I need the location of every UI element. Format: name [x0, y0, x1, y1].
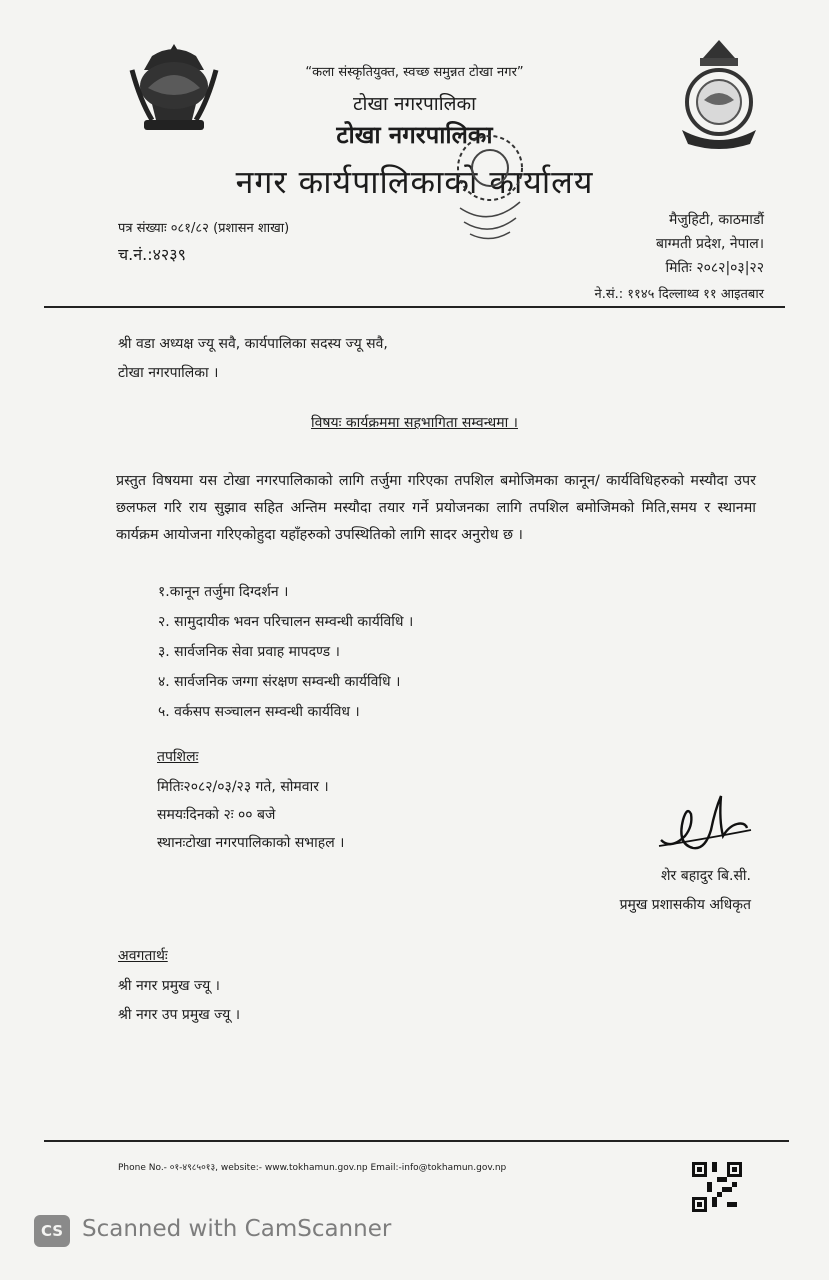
signer-block: [620, 862, 751, 920]
signer-name: शेर बहादुर बि.सी.: [661, 868, 751, 884]
agenda-list: [158, 577, 413, 727]
cc-recipient: श्री नगर उप प्रमुख ज्यू ।: [118, 1007, 241, 1023]
list-item: २. सामुदायीक भवन परिचालन सम्वन्धी कार्यविधि ।: [158, 614, 414, 630]
footer-contact: Phone No.- ०१-४९८५०१३, website:- www.tokhamun.gov.np Email:-info@tokhamun.gov.np: [118, 1163, 507, 1173]
municipality-name: टोखा नगरपालिका: [352, 93, 477, 115]
dispatch-number: च.नं.:४२३९: [118, 245, 186, 264]
list-item: ५. वर्कसप सञ्चालन सम्वन्धी कार्यविध ।: [158, 704, 360, 720]
cc-label: अवगतार्थः: [118, 948, 168, 964]
camscanner-watermark: Scanned with CamScanner: [82, 1216, 392, 1242]
event-time: समयःदिनको २ः ०० बजे: [157, 807, 276, 823]
addressee-line-2: टोखा नगरपालिका ।: [118, 365, 219, 381]
body-paragraph: प्रस्तुत विषयमा यस टोखा नगरपालिकाको लागि तर्जुमा गरिएका तपशिल बमोजिमका कानून/ कार्यविधिहरुको मस्यौदा उपर छलफल गरि राय सुझाव सहित अन्तिम मस्यौदा तयार गर्ने प्रयोजनका लागि तपशिल बमोजिमको मिति,समय र स्थानमा कार्यक्रम आयोजना गरिएकोहुदा यहाँहरुको उपस्थितिको लागि सादर अनुरोध छ ।: [116, 473, 756, 543]
list-item: १.कानून तर्जुमा दिग्दर्शन ।: [158, 584, 289, 600]
qr-code-icon: [692, 1162, 742, 1212]
official-stamp-icon: [440, 128, 540, 248]
signer-title: प्रमुख प्रशासकीय अधिकृत: [619, 897, 751, 913]
address-line-2: बाग्मती प्रदेश, नेपाल।: [656, 236, 764, 252]
list-item: ३. सार्वजनिक सेवा प्रवाह मापदण्ड ।: [158, 644, 340, 660]
address-line-1: मैजुहिटी, काठमाडौं: [668, 212, 764, 228]
tapsil-details: [157, 773, 344, 857]
addressee-line-1: श्री वडा अध्यक्ष ज्यू सवै, कार्यपालिका सदस्य ज्यू सवै,: [118, 336, 388, 352]
event-place: स्थानःटोखा नगरपालिकाको सभाहल ।: [157, 835, 345, 851]
slogan: “कला संस्कृतियुक्त, स्वच्छ समुन्नत टोखा नगर”: [305, 65, 524, 80]
list-item: ४. सार्वजनिक जग्गा संरक्षण सम्वन्धी कार्यविधि ।: [158, 674, 401, 690]
nepal-sambat-date: ने.सं.: ११४५ दिल्लाथ्व ११ आइतबार: [594, 287, 764, 302]
event-date: मितिः२०८२/०३/२३ गते, सोमवार ।: [157, 779, 329, 795]
office-address-block: [656, 208, 764, 280]
subject-line: विषयः कार्यक्रममा सहभागिता सम्वन्धमा ।: [311, 415, 518, 431]
tapsil-label: तपशिलः: [157, 749, 199, 765]
header-divider: [44, 306, 785, 308]
camscanner-logo: CS: [34, 1215, 70, 1247]
letter-number: पत्र संख्याः ०८१/८२ (प्रशासन शाखा): [118, 221, 290, 236]
reference-block: [118, 216, 289, 268]
footer-divider: [44, 1140, 789, 1142]
cc-recipient: श्री नगर प्रमुख ज्यू ।: [118, 978, 220, 994]
signature-icon: [655, 790, 755, 860]
office-title: नगर कार्यपालिकाको कार्यालय: [235, 163, 594, 201]
municipality-name-bold: टोखा नगरपालिका: [336, 121, 493, 149]
letter-date: मितिः २०८२|०३|२२: [665, 260, 764, 276]
cc-list: [118, 972, 240, 1030]
addressee-block: [118, 330, 388, 388]
